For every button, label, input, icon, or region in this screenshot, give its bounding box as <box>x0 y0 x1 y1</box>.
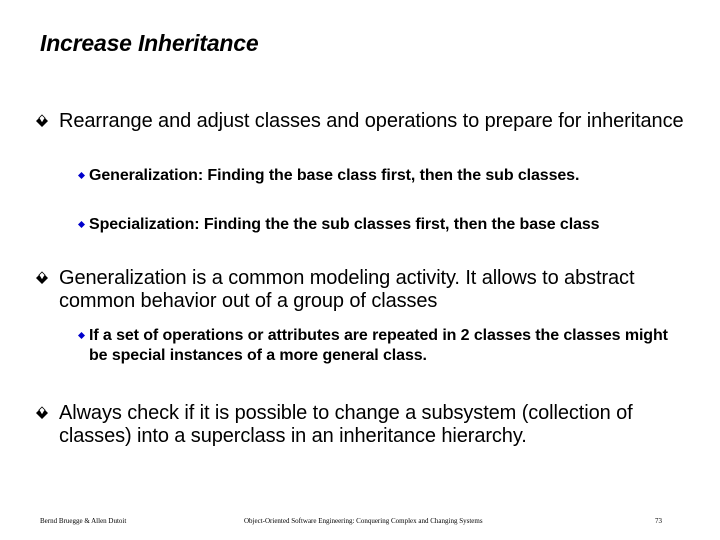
diamond-bullet-icon <box>78 172 85 179</box>
bullet-item <box>59 110 699 133</box>
subbullet-text: If a set of operations or attributes are repeated in 2 classes the classes might be special instances of a more general class. <box>89 327 668 364</box>
subbullet-item <box>89 326 689 366</box>
subbullet-text: Specialization: Finding the the sub classes first, then the base class <box>89 216 600 233</box>
subbullet-item <box>89 215 689 235</box>
subbullet-item <box>89 166 689 186</box>
diamond-bullet-icon <box>78 221 85 228</box>
slide-title: Increase Inheritance <box>40 30 259 56</box>
footer-authors: Bernd Bruegge & Allen Dutoit <box>40 517 127 525</box>
subbullet-text: Generalization: Finding the base class first, then the sub classes. <box>89 167 580 184</box>
bullet-text: Rearrange and adjust classes and operations to prepare for inheritance <box>59 110 684 132</box>
bullet-item <box>59 402 699 448</box>
checkmark-diamond-icon <box>35 271 49 285</box>
bullet-text: Generalization is a common modeling activity. It allows to abstract common behavior out of a group of classes <box>59 267 635 312</box>
checkmark-diamond-icon <box>35 406 49 420</box>
bullet-text: Always check if it is possible to change a subsystem (collection of classes) into a superclass in an inheritance hierarchy. <box>59 402 633 447</box>
diamond-bullet-icon <box>78 332 85 339</box>
checkmark-diamond-icon <box>35 114 49 128</box>
bullet-item <box>59 267 699 313</box>
footer-book-title: Object-Oriented Software Engineering: Conquering Complex and Changing Systems <box>244 517 483 525</box>
footer-page-number: 73 <box>655 517 662 525</box>
